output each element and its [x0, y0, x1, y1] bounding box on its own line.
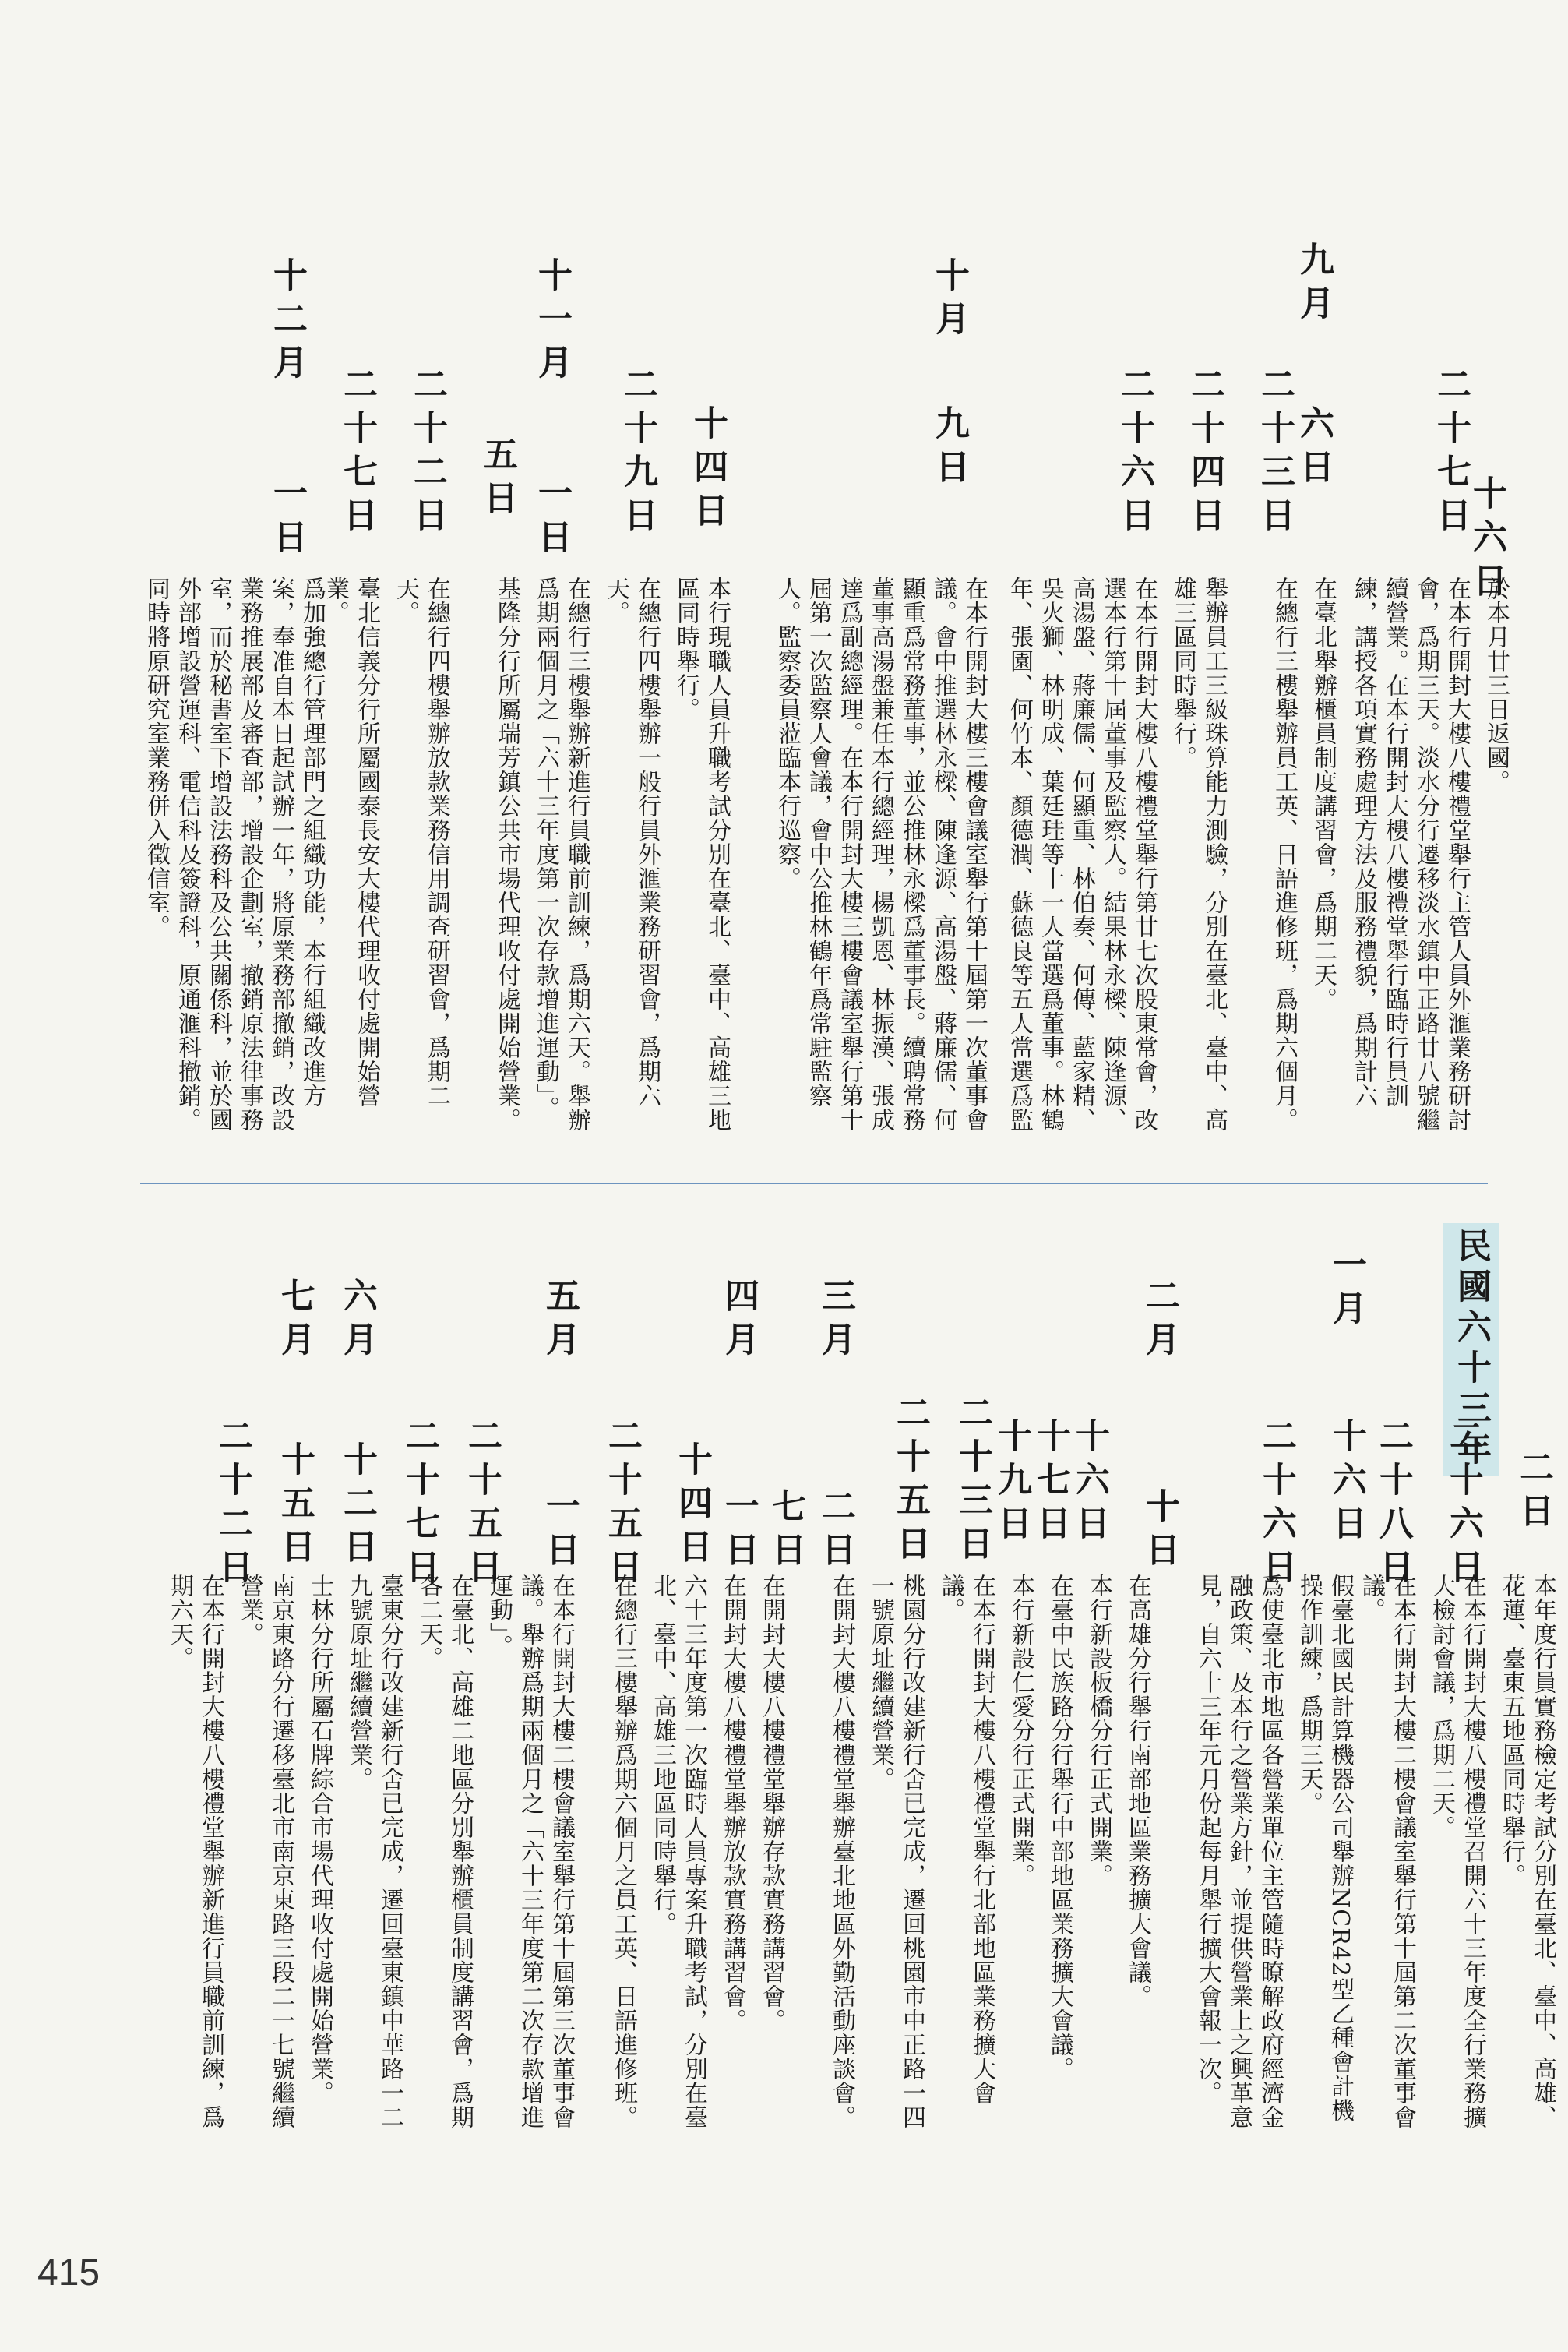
- entry-text: 桃園分行改建新行舍已完成，遷回桃園市中正路一四一號原址繼續營業。: [867, 1574, 925, 2129]
- entry-date: 十四日: [688, 405, 728, 536]
- entry-date: 二十四日: [1185, 366, 1224, 541]
- entry-text: 在開封大樓八樓禮堂舉辦臺北地區外勤活動座談會。: [828, 1574, 855, 2129]
- entry-date: 二日: [816, 1488, 855, 1575]
- entry-text: 在臺北、高雄二地區分別舉辦櫃員制度講習會，爲期各二天。: [415, 1574, 474, 2129]
- entry-text: 本行新設板橋分行正式開業。: [1085, 1574, 1112, 1888]
- entry-date: 七日: [766, 1488, 805, 1575]
- entry-text: 在本行開封大樓八樓禮堂舉辦新進行員職前訓練，爲期六天。: [166, 1574, 224, 2129]
- entry-text: 在臺北舉辦櫃員制度講習會，爲期二天。: [1309, 577, 1337, 1011]
- entry-month: 六月: [337, 1278, 377, 1365]
- entry-date: 十九日: [992, 1418, 1031, 1549]
- entry-date: 二十六日: [1443, 1418, 1483, 1592]
- entry-text: 在本行開封大樓二樓會議室舉行第十屆第三次董事會議。舉辦爲期兩個月之「六十三年度第二次存款增進運動」。: [485, 1574, 575, 2129]
- entry-text: 南京東路分行遷移臺北市南京東路三段二一七號繼續營業。: [236, 1574, 294, 2129]
- entry-text: 本行現職人員升職考試分別在臺北、臺中、高雄三地區同時舉行。: [672, 577, 731, 1132]
- entry-text: 士林分行所屬石牌綜合市場代理收付處開始營業。: [306, 1574, 333, 2105]
- entry-text: 本年度行員實務檢定考試分別在臺北、臺中、高雄、花蓮、臺東五地區同時舉行。: [1498, 1574, 1556, 2129]
- entry-month: 十一月: [532, 257, 572, 388]
- entry-date: 二十七日: [337, 366, 377, 541]
- entry-text: 在開封大樓八樓禮堂舉辦存款實務講習會。: [758, 1574, 785, 2033]
- entry-text: 在臺中民族路分行舉行中部地區業務擴大會議。: [1046, 1574, 1073, 2081]
- entry-text: 在總行三樓舉辦新進行員職前訓練，爲期六天。舉辦爲期兩個月之「六十三年度第一次存款增進運動」。: [532, 577, 590, 1132]
- entry-date: 一日: [719, 1488, 759, 1575]
- entry-date: 二十七日: [400, 1418, 439, 1592]
- entry-date: 一日: [540, 1488, 580, 1575]
- entry-text: 在本行開封大樓八樓禮堂舉行北部地區業務擴大會議。: [937, 1574, 995, 2105]
- entry-text: 在本行開封大樓八樓禮堂舉行主管人員外滙業務研討會，爲期三天。淡水分行遷移淡水鎮中正路廿八號繼續營業。在本行開封大樓八樓禮堂舉行臨時行員訓練，講授各項實務處理方法及服務禮貌，爲期計六: [1350, 577, 1471, 1132]
- entry-date: 二十六日: [1256, 1418, 1296, 1592]
- entry-text: 在總行四樓舉辦一般行員外滙業務研習會，爲期六天。: [602, 577, 661, 1108]
- entry-date: 九日: [929, 405, 969, 492]
- entry-date: 二十七日: [1431, 366, 1471, 541]
- entry-text: 臺東分行改建新行舍已完成，遷回臺東鎮中華路一二九號原址繼續營業。: [345, 1574, 403, 2129]
- entry-month: 四月: [719, 1278, 759, 1365]
- entry-text: 本行新設仁愛分行正式開業。: [1007, 1574, 1034, 1888]
- entry-text: 假臺北國民計算機器公司舉辦NCR42型乙種會計機操作訓練，爲期三天。: [1295, 1574, 1354, 2122]
- year-label: 民國六十三年: [1443, 1223, 1499, 1476]
- entry-text: 在總行三樓舉辦員工英、日語進修班，爲期六個月。: [1270, 577, 1298, 1132]
- entry-date: 五日: [477, 436, 517, 524]
- entry-month: 三月: [816, 1278, 855, 1365]
- entry-text: 爲加強總行管理部門之組織功能，本行組織改進方案，奉准自本日起試辦一年，將原業務部撤銷，改設業務推展部及審查部，增設企劃室，撤銷原法律事務室，而於秘書室下增設法務科及公共關係科，並於國外部增設營運科、電信科及簽證科，原通滙科撤銷。同時將原研究室業務併入徵信室。: [143, 577, 326, 1132]
- entry-text: 於本月廿三日返國。: [1482, 577, 1510, 794]
- entry-text: 基隆分行所屬瑞芳鎮公共市場代理收付處開始營業。: [493, 577, 520, 1132]
- entry-text: 在本行開封大樓三樓會議室舉行第十屆第一次董事會議。會中推選林永樑、陳逢源、高湯盤、蔣廉儒、何顯重爲常務董事，並公推林永樑爲董事長。續聘常務董事高湯盤兼任本行總經理，楊凱恩、林振漢、張成達爲副總經理。在本行開封大樓三樓會議室舉行第十屆第一次監察人會議，會中公推林鶴年爲常駐監察人。監察委員蒞臨本行巡察。: [773, 577, 988, 1132]
- entry-date: 二十三日: [953, 1395, 992, 1569]
- top-chronicle-section: [132, 0, 1511, 1184]
- entry-date: 二十五日: [602, 1418, 642, 1592]
- entry-text: 六十三年度第一次臨時人員專案升職考試，分別在臺北、臺中、高雄三地區同時舉行。: [649, 1574, 707, 2129]
- entry-text: 舉辦員工三級珠算能力測驗，分別在臺北、臺中、高雄三區同時舉行。: [1169, 577, 1228, 1132]
- entry-date: 一日: [532, 475, 572, 562]
- entry-text: 在高雄分行舉行南部地區業務擴大會議。: [1124, 1574, 1151, 2008]
- entry-date: 二十五日: [462, 1418, 502, 1592]
- entry-month: 一月: [1327, 1247, 1366, 1334]
- entry-date: 十六日: [1069, 1418, 1109, 1549]
- entry-text: 在總行三樓舉辦爲期六個月之員工英、日語進修班。: [610, 1574, 637, 2129]
- entry-date: 十日: [1140, 1488, 1179, 1575]
- entry-date: 十六日: [1327, 1418, 1366, 1549]
- entry-text: 在本行開封大樓八樓禮堂召開六十三年度全行業務擴大檢討會議，爲期二天。: [1428, 1574, 1486, 2129]
- entry-date: 六日: [1294, 405, 1334, 492]
- entry-month: 十二月: [267, 257, 307, 388]
- entry-date: 二十二日: [407, 366, 447, 541]
- entry-date: 二日: [1513, 1449, 1553, 1536]
- entry-text: 在本行開封大樓二樓會議室舉行第十屆第二次董事會議。: [1358, 1574, 1416, 2129]
- entry-text: 在總行四樓舉辦放款業務信用調查研習會，爲期二天。: [392, 577, 450, 1108]
- bottom-chronicle-section: [132, 1184, 1556, 2283]
- entry-text: 在本行開封大樓八樓禮堂舉行第廿七次股東常會，改選本行第十屆董事及監察人。結果林永樑、陳逢源、高湯盤、蔣廉儒、何顯重、林伯奏、何傳、藍家精、吳火獅、林明成、葉廷珪等十一人當選爲董事。林鶴年、張園、何竹本、顏德潤、蘇德良等五人當選爲監: [1006, 577, 1158, 1132]
- entry-date: 二十二日: [213, 1418, 252, 1592]
- entry-date: 十七日: [1031, 1418, 1070, 1549]
- entry-date: 十四日: [672, 1441, 712, 1572]
- entry-month: 十月: [929, 257, 969, 344]
- entry-text: 在開封大樓八樓禮堂舉辦放款實務講習會。: [719, 1574, 746, 2033]
- page-number: 415: [37, 2252, 100, 2294]
- entry-date: 二十五日: [890, 1395, 930, 1569]
- entry-text: 爲使臺北市地區各營業單位主管隨時瞭解政府經濟金融政策、及本行之營業方針，並提供營業上之興革意見，自六十三年元月份起每月舉行擴大會報一次。: [1194, 1574, 1284, 2129]
- entry-date: 十五日: [275, 1441, 315, 1572]
- entry-date: 二十六日: [1115, 366, 1154, 541]
- entry-date: 一日: [267, 475, 307, 562]
- entry-month: 五月: [540, 1278, 580, 1365]
- entry-month: 九月: [1294, 242, 1334, 329]
- entry-text: 臺北信義分行所屬國泰長安大樓代理收付處開始營業。: [322, 577, 380, 1108]
- entry-date: 二十三日: [1255, 366, 1295, 541]
- entry-month: 二月: [1140, 1278, 1179, 1365]
- entry-month: 七月: [275, 1278, 315, 1365]
- entry-date: 十六日: [1467, 475, 1506, 606]
- entry-date: 二十九日: [618, 366, 657, 541]
- entry-date: 十二日: [337, 1441, 377, 1572]
- entry-date: 二十八日: [1373, 1418, 1413, 1592]
